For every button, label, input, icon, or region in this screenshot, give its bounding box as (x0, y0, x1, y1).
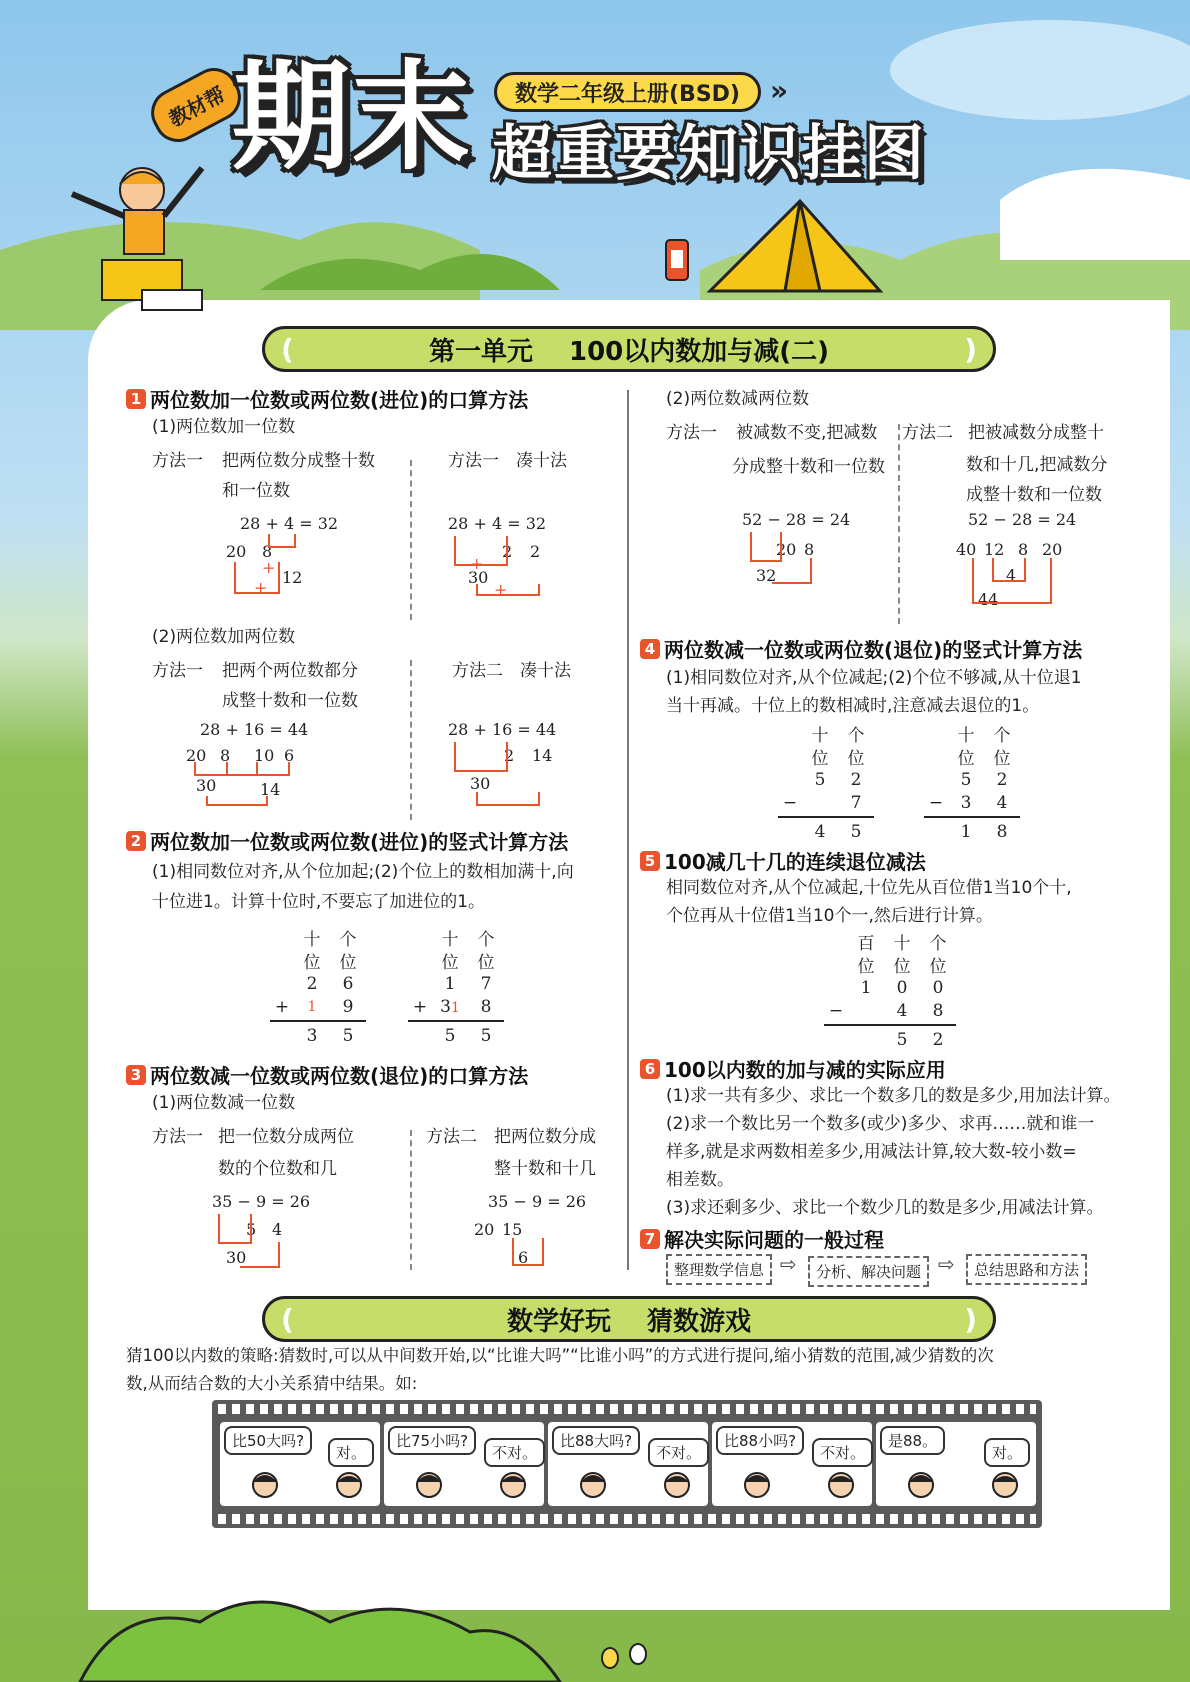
section-3-heading (126, 1060, 528, 1089)
carry-digit: 1 (307, 998, 317, 1015)
split-number: 4 (272, 1220, 283, 1239)
partial-result: 6 (518, 1248, 529, 1267)
method-label: 方法一 (666, 423, 717, 443)
place-ten-label: 十 (303, 930, 321, 950)
arrow-right-icon: ⇨ (780, 1252, 797, 1276)
split-number: 2 (530, 542, 541, 561)
method-label: 方法二 (902, 423, 953, 443)
partial-sum: 30 (470, 774, 491, 793)
subheading: (2)两位数加两位数 (152, 627, 296, 647)
split-number: 20 (226, 542, 247, 561)
place-one-label: 个 (993, 726, 1011, 746)
method-text: 凑十法 (520, 661, 571, 681)
flow-step: 总结思路和方法 (966, 1254, 1087, 1285)
section-number-badge: 3 (126, 1065, 146, 1085)
method-label: 方法一 (152, 451, 203, 471)
banner-bracket-left-icon: ( (281, 333, 294, 366)
fun-text: 数,从而结合数的大小关系猜中结果。如: (126, 1374, 418, 1393)
partial-sum: 12 (282, 568, 303, 587)
boy-avatar-icon (498, 1468, 528, 1500)
method-text: 把两位数分成整十数 (222, 451, 375, 471)
digit: 0 (932, 977, 944, 998)
split-number: 5 (246, 1220, 257, 1239)
mental-sub-diagram (212, 1192, 352, 1272)
section-text: 相差数。 (666, 1170, 734, 1190)
section-title: 两位数加一位数或两位数(进位)的口算方法 (150, 388, 529, 412)
plus-sign: + (470, 554, 484, 573)
split-number: 8 (262, 542, 273, 561)
vertical-continuous-borrow-calc (824, 930, 956, 1051)
result-digit: 4 (814, 821, 826, 842)
section-text: (3)求还剩多少、求比一个数少几的数是多少,用减法计算。 (666, 1198, 1104, 1218)
split-number: 2 (504, 746, 515, 765)
plus-sign: + (494, 580, 508, 599)
section-title: 100减几十几的连续退位减法 (664, 850, 926, 874)
section-title: 100以内数的加与减的实际应用 (664, 1058, 946, 1082)
method-label: 方法一 (152, 661, 203, 681)
partial-sum: 30 (468, 568, 489, 587)
comic-frame (220, 1422, 380, 1506)
place-ten-label: 十 (893, 934, 911, 954)
split-number: 20 (1042, 540, 1063, 559)
method-text: 和一位数 (222, 481, 290, 501)
method-divider (410, 1130, 412, 1270)
boy-avatar-icon (826, 1468, 856, 1500)
place-label: 位 (847, 749, 865, 769)
digit: 5 (814, 769, 826, 790)
mental-add-diagram (226, 514, 400, 604)
girl-avatar-icon (742, 1468, 772, 1500)
split-number: 8 (804, 540, 815, 559)
method-text: 把两个两位数都分 (222, 661, 358, 681)
subheading: (1)两位数加一位数 (152, 417, 296, 437)
partial-result: 44 (978, 590, 999, 609)
split-number: 20 (776, 540, 797, 559)
digit: 7 (850, 792, 862, 813)
partial-result: 30 (226, 1248, 247, 1267)
equation: 52 − 28 = 24 (742, 510, 851, 529)
method-text: 凑十法 (516, 451, 567, 471)
result-digit: 5 (480, 1025, 492, 1046)
make-ten-add-diagram (448, 514, 608, 604)
operator: − (828, 1000, 844, 1021)
guessing-game-filmstrip (212, 1400, 1042, 1528)
banner-bracket-right-icon: ) (964, 333, 977, 366)
result-digit: 5 (444, 1025, 456, 1046)
section-title: 两位数加一位数或两位数(进位)的竖式计算方法 (150, 830, 569, 854)
split-number: 8 (1018, 540, 1029, 559)
section-text: (1)求一共有多少、求比一个数多几的数是多少,用加法计算。 (666, 1086, 1121, 1106)
section-number-badge: 6 (640, 1059, 660, 1079)
place-one-label: 个 (339, 930, 357, 950)
digit: 5 (960, 769, 972, 790)
split-number: 20 (186, 746, 207, 765)
place-label: 位 (957, 749, 975, 769)
digit: 4 (896, 1000, 908, 1021)
section-text: 个位再从十位借1当10个一,然后进行计算。 (666, 906, 993, 926)
boy-avatar-icon (990, 1468, 1020, 1500)
method-text: 分成整十数和一位数 (732, 457, 885, 477)
digit: 3 (960, 792, 972, 813)
digit: 4 (996, 792, 1008, 813)
section-title: 两位数减一位数或两位数(退位)的竖式计算方法 (664, 638, 1083, 662)
operator: − (782, 792, 798, 813)
method-text: 把被减数分成整十 (968, 423, 1104, 443)
split-number: 40 (956, 540, 977, 559)
section-number-badge: 7 (640, 1229, 660, 1249)
method-label: 方法一 (448, 451, 499, 471)
method-text: 数和十几,把减数分 (966, 455, 1108, 475)
digit: 1 (444, 973, 456, 994)
boy-character-illustration (62, 150, 252, 330)
split-number: 2 (502, 542, 513, 561)
section-title: 两位数减一位数或两位数(退位)的口算方法 (150, 1064, 529, 1088)
question-bubble: 比75小吗? (388, 1426, 476, 1455)
place-label: 位 (929, 957, 947, 977)
subheading: (1)两位数减一位数 (152, 1093, 296, 1113)
digit: 8 (480, 996, 492, 1017)
digit: 2 (850, 769, 862, 790)
question-bubble: 比88小吗? (716, 1426, 804, 1455)
lantern-icon (660, 232, 694, 290)
flow-step: 分析、解决问题 (808, 1256, 929, 1287)
place-label: 位 (477, 953, 495, 973)
result-digit: 5 (850, 821, 862, 842)
section-6-heading (640, 1054, 946, 1083)
plus-sign: + (262, 558, 276, 577)
result-digit: 1 (960, 821, 972, 842)
tent-illustration (690, 196, 890, 296)
place-label: 位 (857, 957, 875, 977)
unit-label: 第一单元 (428, 336, 533, 367)
method-divider (410, 660, 412, 820)
digit: 8 (932, 1000, 944, 1021)
answer-bubble: 对。 (328, 1438, 374, 1467)
result-digit: 2 (932, 1029, 944, 1050)
method-text: 整十数和十几 (494, 1159, 596, 1179)
digit: 7 (480, 973, 492, 994)
section-text: (1)相同数位对齐,从个位减起;(2)个位不够减,从十位退1 (666, 668, 1082, 688)
section-number-badge: 5 (640, 851, 660, 871)
method-text: 把一位数分成两位 (218, 1127, 354, 1147)
carry-digit: 1 (450, 999, 460, 1016)
place-label: 位 (993, 749, 1011, 769)
split-number: 10 (254, 746, 275, 765)
question-bubble: 比88大吗? (552, 1426, 640, 1455)
double-chevron-icon: » (770, 74, 789, 107)
mental-sub-two-digit-diagram (742, 510, 882, 590)
operator: + (412, 996, 428, 1017)
equation: 28 + 16 = 44 (448, 720, 557, 739)
boy-avatar-icon (334, 1468, 364, 1500)
method-label: 方法二 (452, 661, 503, 681)
section-2-heading (126, 826, 568, 855)
girl-avatar-icon (906, 1468, 936, 1500)
method-text: 数的个位数和几 (218, 1159, 337, 1179)
answer-bubble: 对。 (984, 1438, 1030, 1467)
answer-bubble: 不对。 (648, 1438, 709, 1467)
digit: 9 (342, 996, 354, 1017)
section-1-heading (126, 384, 528, 413)
grass-scenery (0, 1562, 1190, 1682)
digit: 2 (996, 769, 1008, 790)
method-text: 成整十数和一位数 (966, 485, 1102, 505)
vertical-add-calc (408, 926, 504, 1047)
mental-sub-split-diagram (474, 1192, 628, 1272)
girl-avatar-icon (578, 1468, 608, 1500)
partial-result: 32 (756, 566, 777, 585)
section-text: 十位进1。计算十位时,不要忘了加进位的1。 (152, 892, 486, 912)
place-one-label: 个 (929, 934, 947, 954)
fun-text: 猜100以内数的策略:猜数时,可以从中间数开始,以“比谁大吗”“比谁小吗”的方式进行提问,缩小猜数的范围,减少猜数的次 (126, 1346, 994, 1365)
mental-add-two-digit-diagram (186, 720, 380, 810)
partial-result: 4 (1006, 566, 1017, 585)
method-text: 把两位数分成 (494, 1127, 596, 1147)
section-text: 当十再减。十位上的数相减时,注意减去退位的1。 (666, 696, 1040, 716)
place-label: 位 (811, 749, 829, 769)
section-7-heading (640, 1224, 884, 1253)
split-number: 20 (474, 1220, 495, 1239)
fun-title: 猜数游戏 (647, 1306, 752, 1337)
split-number: 8 (220, 746, 231, 765)
comic-frame (712, 1422, 872, 1506)
digit: 3 (440, 996, 451, 1017)
plus-sign: + (254, 578, 268, 597)
section-number-badge: 2 (126, 831, 146, 851)
section-text: (1)相同数位对齐,从个位加起;(2)个位上的数相加满十,向 (152, 862, 574, 882)
equation: 52 − 28 = 24 (968, 510, 1077, 529)
equation: 28 + 4 = 32 (448, 514, 547, 533)
girl-avatar-icon (414, 1468, 444, 1500)
subheading: (2)两位数减两位数 (666, 389, 810, 409)
section-text: 相同数位对齐,从个位减起,十位先从百位借1当10个十, (666, 878, 1072, 898)
place-ten-label: 十 (441, 930, 459, 950)
vertical-sub-calc (778, 722, 874, 843)
method-text: 被减数不变,把减数 (736, 423, 878, 443)
place-label: 位 (303, 953, 321, 973)
section-text: (2)求一个数比另一个数多(或少)多少、求再……就和谁一 (666, 1114, 1095, 1134)
section-title: 解决实际问题的一般过程 (664, 1228, 884, 1252)
split-number: 12 (984, 540, 1005, 559)
method-label: 方法二 (426, 1127, 477, 1147)
split-number: 6 (284, 746, 295, 765)
section-text: 样多,就是求两数相差多少,用减法计算,较大数-较小数= (666, 1142, 1077, 1162)
banner-bracket-right-icon: ) (964, 1303, 977, 1336)
answer-bubble: 不对。 (484, 1438, 545, 1467)
result-digit: 8 (996, 821, 1008, 842)
method-text: 成整十数和一位数 (222, 691, 358, 711)
section-5-heading (640, 846, 926, 875)
equation: 28 + 4 = 32 (240, 514, 339, 533)
equation: 28 + 16 = 44 (200, 720, 309, 739)
section-number-badge: 1 (126, 389, 146, 409)
place-label: 位 (339, 953, 357, 973)
result-digit: 5 (342, 1025, 354, 1046)
mental-sub-two-digit-split-diagram (956, 510, 1128, 610)
page-subtitle: 超重要知识挂图 (492, 119, 926, 189)
boy-avatar-icon (662, 1468, 692, 1500)
digit: 0 (896, 977, 908, 998)
unit-banner (262, 326, 996, 372)
place-one-label: 个 (847, 726, 865, 746)
answer-bubble: 不对。 (812, 1438, 873, 1467)
girl-avatar-icon (250, 1468, 280, 1500)
operator: − (928, 792, 944, 813)
place-ten-label: 十 (811, 726, 829, 746)
section-4-heading (640, 634, 1082, 663)
method-divider (410, 460, 412, 620)
split-number: 14 (532, 746, 553, 765)
digit: 2 (306, 973, 318, 994)
question-bubble: 比50大吗? (224, 1426, 312, 1455)
place-label: 位 (441, 953, 459, 973)
comic-frame (548, 1422, 708, 1506)
method-label: 方法一 (152, 1127, 203, 1147)
fun-banner (262, 1296, 996, 1342)
place-one-label: 个 (477, 930, 495, 950)
banner-bracket-left-icon: ( (281, 1303, 294, 1336)
column-divider (627, 390, 629, 1270)
flow-step: 整理数学信息 (666, 1254, 772, 1285)
comic-frame (384, 1422, 544, 1506)
place-ten-label: 十 (957, 726, 975, 746)
fun-label: 数学好玩 (506, 1306, 611, 1337)
method-divider (898, 424, 900, 624)
equation: 35 − 9 = 26 (488, 1192, 587, 1211)
digit: 6 (342, 973, 354, 994)
unit-title: 100以内数加与减(二) (568, 336, 830, 367)
vertical-sub-calc (924, 722, 1020, 843)
arrow-right-icon: ⇨ (938, 1252, 955, 1276)
page-title: 期末 (232, 48, 473, 186)
result-digit: 3 (306, 1025, 318, 1046)
partial-sum: 30 (196, 776, 217, 795)
vertical-add-calc (270, 926, 366, 1047)
operator: + (274, 996, 290, 1017)
place-hundred-label: 百 (857, 934, 875, 954)
comic-frame (876, 1422, 1036, 1506)
result-digit: 5 (896, 1029, 908, 1050)
split-number: 15 (502, 1220, 523, 1239)
place-label: 位 (893, 957, 911, 977)
digit: 1 (860, 977, 872, 998)
question-bubble: 是88。 (880, 1426, 945, 1455)
make-ten-two-digit-diagram (448, 720, 628, 810)
brand-tag: 教材帮 (143, 60, 250, 151)
equation: 35 − 9 = 26 (212, 1192, 311, 1211)
subject-pill: 数学二年级上册(BSD) (494, 72, 761, 112)
section-number-badge: 4 (640, 639, 660, 659)
partial-sum: 14 (260, 780, 281, 799)
